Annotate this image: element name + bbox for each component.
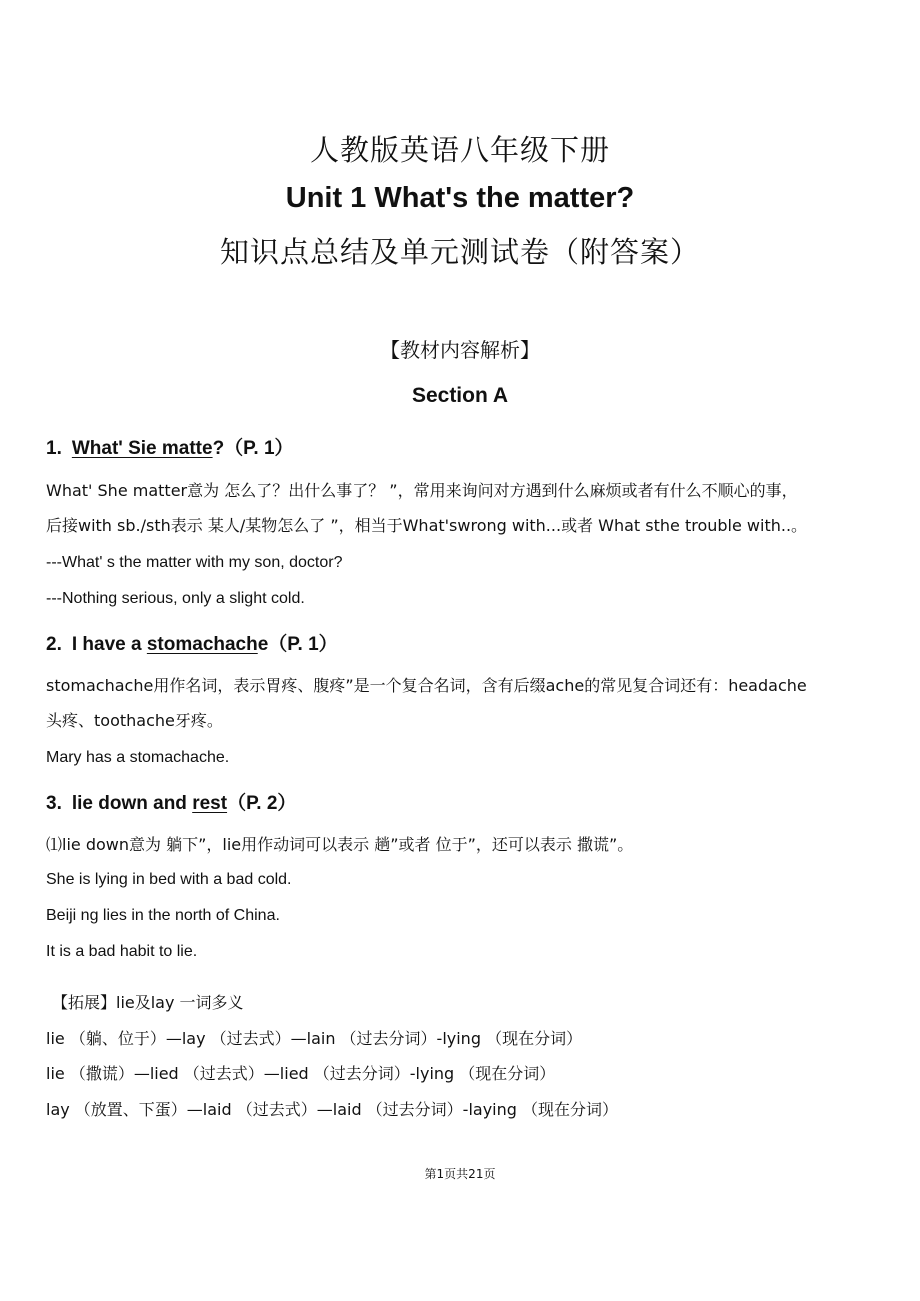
point-page-ref: （P. 2） <box>227 793 297 814</box>
point-3-example-2: Beiji ng lies in the north of China. <box>46 907 280 924</box>
point-number: 2. <box>46 634 62 655</box>
page-footer: 第1页共21页 <box>424 1167 496 1181</box>
point-1-example-question: ---What' s the matter with my son, doctor? <box>46 554 343 571</box>
extension-line-1: lie （躺、位于）—lay （过去式）—lain （过去分词）-lying （现在分词） <box>46 1029 583 1048</box>
point-page-ref: ?（P. 1） <box>212 438 294 459</box>
point-1-example-answer: ---Nothing serious, only a slight cold. <box>46 590 305 607</box>
extension-line-2: lie （撒谎）—lied （过去式）—lied （过去分词）-lying （现在分词） <box>46 1064 556 1083</box>
extension-line-3: lay （放置、下蛋）—laid （过去式）—laid （过去分词）-laying （现在分词） <box>46 1100 619 1119</box>
point-2-heading <box>46 629 338 656</box>
point-2-line-1: stomachache用作名词，表示胃疼、腹疼”是一个复合名词，含有后缀ache的常见复合词还有：headache <box>46 676 807 695</box>
point-3-example-3: It is a bad habit to lie. <box>46 943 198 960</box>
analysis-heading: 【教材内容解析】 <box>380 338 540 362</box>
point-1-line-1: What' She matter意为 怎么了？出什么事了？ ”，常用来询问对方遇到什么麻烦或者有什么不顺心的事， <box>46 481 798 500</box>
extension-title: 【拓展】lie及lay 一词多义 <box>52 993 244 1012</box>
document-title-en: Unit 1 What's the matter? <box>285 182 635 214</box>
document-subtitle-cn: 知识点总结及单元测试卷（附答案） <box>219 235 700 269</box>
point-prefix: I have a <box>71 634 147 655</box>
section-heading: Section A <box>411 384 509 407</box>
point-1-line-2: 后接with sb./sth表示 某人/某物怎么了 ”，相当于What'swrong with...或者 What sthe trouble with..。 <box>46 516 808 535</box>
point-phrase: What' Sie matte <box>71 438 213 459</box>
point-number: 1. <box>46 438 62 459</box>
point-phrase: stomachach <box>146 634 258 655</box>
point-1-heading <box>46 433 294 460</box>
point-3-line-1: ⑴lie down意为 躺下”，lie用作动词可以表示 趟”或者 位于”，还可以表示 撒谎”。 <box>46 835 634 854</box>
document-title-cn: 人教版英语八年级下册 <box>309 133 610 167</box>
point-prefix: lie down and <box>71 793 193 814</box>
point-3-example-1: She is lying in bed with a bad cold. <box>46 871 292 888</box>
point-2-line-2: 头疼、toothache牙疼。 <box>46 711 223 730</box>
point-2-example: Mary has a stomachache. <box>46 749 230 766</box>
point-number: 3. <box>46 793 62 814</box>
point-3-heading <box>46 788 296 815</box>
point-page-ref: e（P. 1） <box>257 634 338 655</box>
point-phrase: rest <box>192 793 228 814</box>
